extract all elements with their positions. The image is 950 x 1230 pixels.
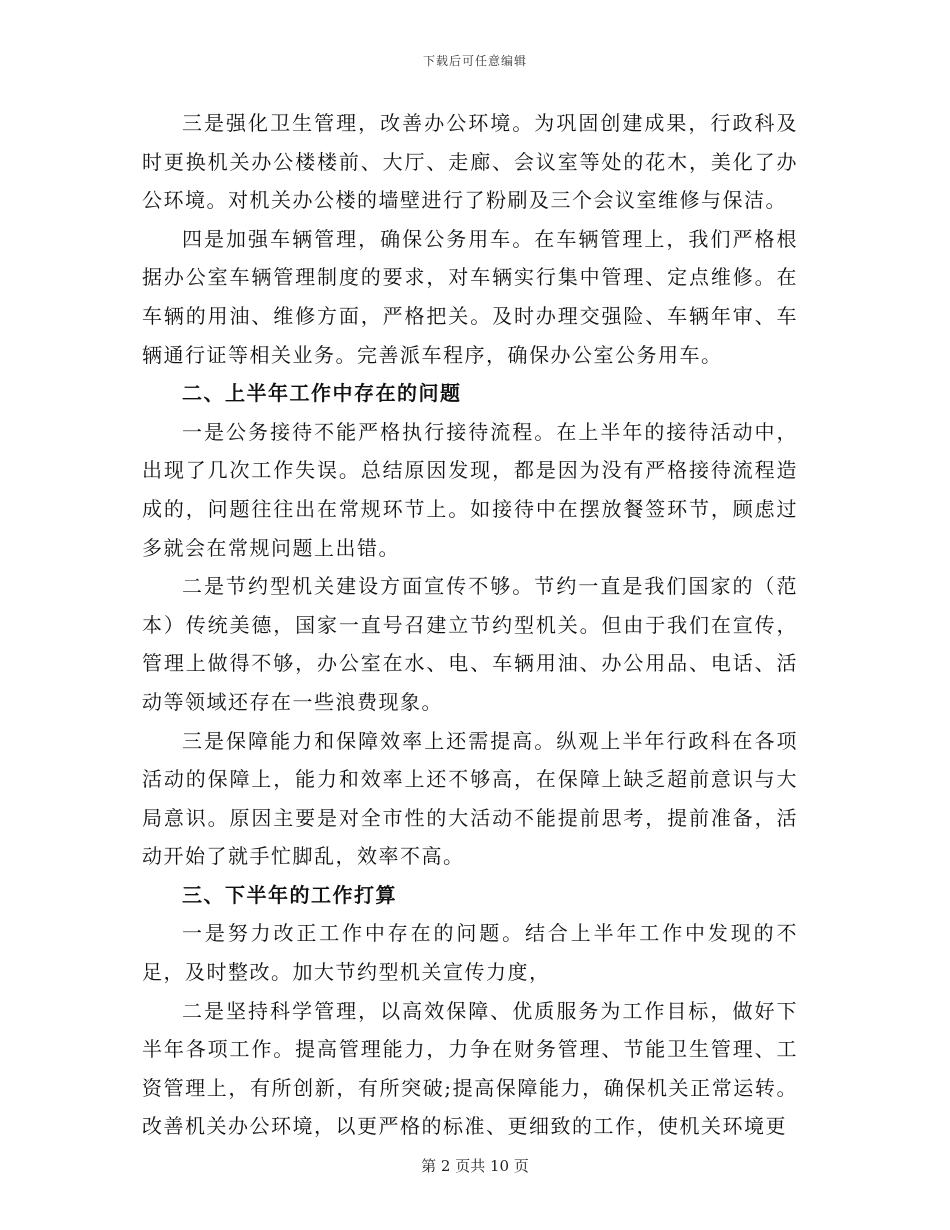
paragraph: 四是加强车辆管理，确保公务用车。在车辆管理上，我们严格根据办公室车辆管理制度的要求，对车辆实行集中管理、定点维修。在车辆的用油、维修方面，严格把关。及时办理交强险、车辆年审、车辆通行证等相关业务。完善派车程序，确保办公室公务用车。: [142, 226, 798, 367]
section-heading: 二、上半年工作中存在的问题: [182, 381, 462, 406]
paragraph: 二是坚持科学管理，以高效保障、优质服务为工作目标，做好下半年各项工作。提高管理能力，力争在财务管理、节能卫生管理、工资管理上，有所创新，有所突破;提高保障能力，确保机关正常运转。改善机关办公环境，以更严格的标准、更细致的工作，使机关环境更: [142, 998, 798, 1139]
page-number: 第 2 页共 10 页: [421, 1157, 529, 1175]
document-body: [142, 104, 798, 1146]
section-heading: 三、下半年的工作打算: [182, 882, 397, 907]
paragraph: 三是强化卫生管理，改善办公环境。为巩固创建成果，行政科及时更换机关办公楼楼前、大厅、走廊、会议室等处的花木，美化了办公环境。对机关办公楼的墙壁进行了粉刷及三个会议室维修与保洁。: [142, 111, 798, 213]
paragraph: 一是努力改正工作中存在的问题。结合上半年工作中发现的不足，及时整改。加大节约型机关宣传力度，: [142, 921, 798, 985]
paragraph: 二是节约型机关建设方面宣传不够。节约一直是我们国家的（范本）传统美德，国家一直号召建立节约型机关。但由于我们在宣传，管理上做得不够，办公室在水、电、车辆用油、办公用品、电话、活动等领域还存在一些浪费现象。: [142, 574, 798, 714]
paragraph: 一是公务接待不能严格执行接待流程。在上半年的接待活动中，出现了几次工作失误。总结原因发现，都是因为没有严格接待流程造成的，问题往往出在常规环节上。如接待中在摆放餐签环节，顾虑过多就会在常规问题上出错。: [142, 419, 798, 560]
page-header: 下载后可任意编辑: [422, 54, 527, 68]
paragraph: 三是保障能力和保障效率上还需提高。纵观上半年行政科在各项活动的保障上，能力和效率上还不够高，在保障上缺乏超前意识与大局意识。原因主要是对全市性的大活动不能提前思考，提前准备，活动开始了就手忙脚乱，效率不高。: [142, 728, 798, 869]
